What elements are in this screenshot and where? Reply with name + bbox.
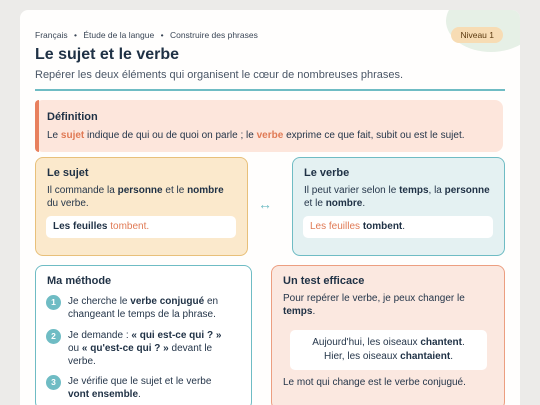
- highlight-sujet: sujet: [60, 130, 85, 141]
- test-example: Aujourd'hui, les oiseaux chantent. Hier, les oiseaux chantaient.: [290, 330, 487, 370]
- breadcrumb-separator: •: [73, 30, 77, 40]
- methode-title: Ma méthode: [47, 275, 112, 287]
- breadcrumb: [35, 30, 258, 40]
- verbe-example: Les feuilles tombent.: [303, 216, 493, 238]
- level-badge: Niveau 1: [451, 27, 503, 43]
- page-title: Le sujet et le verbe: [35, 46, 180, 63]
- double-arrow-icon: ↔: [258, 196, 272, 212]
- methode-step: 1 Je cherche le verbe conjugué en changeant le temps de la phrase.: [46, 295, 231, 321]
- breadcrumb-item-etude[interactable]: Étude de la langue: [83, 30, 155, 40]
- sujet-text: Il commande la personne et le nombre du verbe.: [47, 185, 224, 209]
- definition-box: [35, 100, 503, 152]
- verbe-text: Il peut varier selon le temps, la personne et le nombre.: [304, 185, 490, 209]
- breadcrumb-item-construire[interactable]: Construire des phrases: [169, 30, 258, 40]
- verbe-box: [292, 157, 505, 256]
- sujet-title: Le sujet: [47, 167, 89, 179]
- step-number: 2: [46, 329, 61, 344]
- test-conclusion: Le mot qui change est le verbe conjugué.: [283, 377, 466, 388]
- definition-accent-bar: [35, 100, 39, 152]
- methode-box: [35, 265, 252, 405]
- breadcrumb-item-francais[interactable]: Français: [35, 30, 68, 40]
- lesson-card: [20, 10, 520, 405]
- page-subtitle: Repérer les deux éléments qui organisent le cœur de nombreuses phrases.: [35, 69, 404, 81]
- methode-step: 2 Je demande : « qui est-ce qui ? » ou « qu'est-ce qui ? » devant le verbe.: [46, 329, 231, 368]
- test-title: Un test efficace: [283, 275, 365, 287]
- sujet-box: [35, 157, 248, 256]
- sujet-example: Les feuilles tombent.: [46, 216, 236, 238]
- title-divider: [35, 89, 505, 91]
- definition-title: Définition: [47, 111, 98, 123]
- methode-step: 3 Je vérifie que le sujet et le verbe vont ensemble.: [46, 375, 231, 401]
- breadcrumb-separator: •: [160, 30, 164, 40]
- test-box: [271, 265, 505, 405]
- highlight-verbe: verbe: [256, 130, 284, 141]
- step-number: 3: [46, 375, 61, 390]
- test-text: Pour repérer le verbe, je peux changer le temps.: [283, 293, 465, 317]
- verbe-title: Le verbe: [304, 167, 350, 179]
- definition-text: Le sujet indique de qui ou de quoi on parle ; le verbe exprime ce que fait, subit ou est le sujet.: [47, 130, 465, 141]
- step-number: 1: [46, 295, 61, 310]
